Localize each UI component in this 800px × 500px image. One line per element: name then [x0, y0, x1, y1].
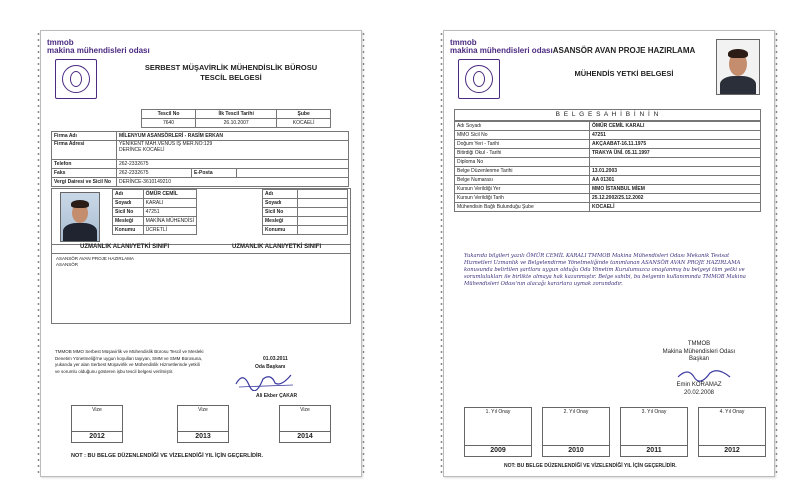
mmo-logo-icon — [458, 59, 500, 99]
authorization-certificate — [443, 30, 775, 477]
firm-address-line1: YENİKENT MAH.VENÜS İŞ MER.NO:129 — [119, 141, 213, 147]
holder-row-value: MMO İSTANBUL MİEM — [590, 185, 761, 194]
validity-note: NOT: BU BELGE DÜZENLENDİĞİ VE VİZELENDİĞİ YIL İÇİN GEÇERLİDİR. — [504, 463, 677, 469]
holder-row-label: Belge Düzenlenme Tarihi — [455, 167, 590, 176]
registration-table — [141, 109, 331, 128]
reg-value: 7640 — [142, 119, 196, 128]
sign-name: Emin KORAMAZ — [676, 382, 722, 388]
holder-row-value: KOCAELİ — [590, 203, 761, 212]
onay-box-3 — [620, 407, 688, 457]
engineer-photo — [60, 192, 100, 242]
org-logo-text — [47, 39, 150, 55]
eng-meslek-value: MAKİNA MÜHENDİSİ — [143, 217, 196, 226]
eng-sicil-label: Sicil No — [113, 208, 144, 217]
reg-header: İlk Tescil Tarihi — [196, 110, 277, 119]
engineer2-table — [262, 189, 348, 235]
eng-ad-value: ÖMÜR CEMİL — [143, 190, 196, 199]
title-line2: TESCİL BELGESİ — [200, 73, 262, 82]
holder-row-value: AKÇAABAT-16.11.1975 — [590, 140, 761, 149]
signature-icon — [231, 369, 301, 391]
email-label: E-Posta — [192, 169, 237, 178]
vize-label: Vize — [198, 407, 208, 413]
org-name-line1: tmmob — [450, 38, 477, 47]
sign-org: TMMOB — [687, 341, 711, 347]
onay-box-1 — [464, 407, 532, 457]
firm-name-value: MİLENYUM ASANSÖRLERİ - RASİM ERKAN — [117, 132, 349, 141]
eng2-soyad-label: Soyadı — [263, 199, 298, 208]
onay-label: 3. Yıl Onay — [641, 409, 667, 415]
holder-row-label: Bitirdiği Okul - Tarihi — [455, 149, 590, 158]
certificate-body-text: Yukarıda bilgileri yazılı ÖMÜR CEMİL KARALI TMMOB Makina Mühendisleri Odası Mekanik Tesisat Hizmetleri Uzmanlık ve Belgelendirme Yönetmeliğinde tanımlanan ASANSÖR AVAN PROJE HAZIRLAMA konusunda belirtilen şartlara uygun olduğu Oda Yönetim Kurulumuzca onaylanmış bu belgeyi tüm yetki ve sorumlulukları ile birlikte almaya hak kazanmıştır. Belge sahibi, bu belgenin kullanımında TMMOB Makina Mühendisleri Odası'nın alacağı kararlara uymak zorundadır. — [464, 253, 746, 287]
holder-row-label: Diploma No — [455, 158, 590, 167]
eng-soyad-value: KARALI — [143, 199, 196, 208]
fax-value: 262-2332675 — [117, 169, 192, 178]
firm-address-line2: DERİNCE KOCAELİ — [119, 147, 165, 153]
fax-label: Faks — [52, 169, 117, 178]
vize-label: Vize — [92, 407, 102, 413]
eng-soyad-label: Soyadı — [113, 199, 144, 208]
class-value-1b: ASANSÖR — [56, 262, 79, 267]
title-line2: MÜHENDİS YETKİ BELGESİ — [574, 69, 674, 78]
onay-year: 2010 — [542, 445, 610, 457]
sign-title: Oda Başkanı — [255, 364, 286, 370]
class-header-2: UZMANLIK ALANI/YETKİ SINIFI — [232, 244, 322, 250]
eng-sicil-value: 47251 — [143, 208, 196, 217]
reg-value: 26.10.2007 — [196, 119, 277, 128]
engineer-block — [51, 188, 351, 245]
vize-label: Vize — [300, 407, 310, 413]
reg-header: Şube — [277, 110, 331, 119]
eng2-konum-label: Konumu — [263, 226, 298, 235]
section-title: B E L G E S A H İ B İ N İ N — [454, 109, 761, 121]
onay-year: 2012 — [698, 445, 766, 457]
class-value-1a: ASANSÖR AVAN PROJE HAZIRLAMA — [56, 256, 134, 261]
holder-photo — [716, 39, 760, 95]
onay-year: 2009 — [464, 445, 532, 457]
firm-name-label: Firma Adı — [52, 132, 117, 141]
class-header-1: UZMANLIK ALANI/YETKİ SINIFI — [80, 244, 170, 250]
eng2-sicil-label: Sicil No — [263, 208, 298, 217]
eng-konum-label: Konumu — [113, 226, 144, 235]
onay-box-4 — [698, 407, 766, 457]
org-name-line2: makina mühendisleri odası — [47, 46, 150, 55]
onay-label: 2. Yıl Onay — [563, 409, 589, 415]
org-name-line1: tmmob — [47, 38, 74, 47]
firm-address-label: Firma Adresi — [52, 141, 117, 160]
certificate-title — [111, 63, 351, 83]
vize-box-3 — [279, 405, 331, 443]
vize-year: 2014 — [279, 431, 331, 443]
onay-year: 2011 — [620, 445, 688, 457]
sign-org2: Makina Mühendisleri Odası — [662, 348, 736, 355]
onay-label: 4. Yıl Onay — [719, 409, 745, 415]
org-logo-text — [450, 39, 553, 55]
vize-year: 2012 — [71, 431, 123, 443]
class-block — [51, 243, 351, 324]
holder-row-label: Kursun Verildiği Tarih — [455, 194, 590, 203]
sign-date: 01.03.2011 — [263, 356, 288, 362]
holder-row-label: Adı Soyadı — [455, 122, 590, 131]
tax-label: Vergi Dairesi ve Sicil No — [52, 178, 117, 187]
eng2-meslek-label: Mesleği — [263, 217, 298, 226]
tax-value: DERİNCE-3610149210 — [117, 178, 349, 187]
holder-row-value: 13.01.2003 — [590, 167, 761, 176]
holder-row-value: ÖMÜR CEMİL KARALI — [590, 122, 761, 131]
mmo-logo-icon — [55, 59, 97, 99]
email-value — [237, 169, 349, 178]
sign-date: 20.02.2008 — [683, 389, 715, 396]
onay-label: 1. Yıl Onay — [485, 409, 511, 415]
org-name-line2: makina mühendisleri odası — [450, 46, 553, 55]
holder-row-label: MMO Sicil No — [455, 131, 590, 140]
reg-value: KOCAELİ — [277, 119, 331, 128]
vize-year: 2013 — [177, 431, 229, 443]
validity-note: NOT : BU BELGE DÜZENLENDİĞİ VE VİZELENDİĞİ YIL İÇİN GEÇERLİDİR. — [71, 453, 264, 459]
sign-title: Başkan — [688, 356, 709, 362]
holder-row-value: TRAKYA ÜNİ. 05.11.1997 — [590, 149, 761, 158]
sign-name: Ali Ekber ÇAKAR — [256, 393, 298, 399]
phone-label: Telefon — [52, 160, 117, 169]
eng-ad-label: Adı — [113, 190, 144, 199]
holder-row-label: Doğum Yeri - Tarihi — [455, 140, 590, 149]
firm-table — [51, 131, 349, 187]
holder-table — [454, 121, 761, 212]
signature-icon — [674, 365, 734, 383]
holder-row-label: Kursun Verildiği Yer — [455, 185, 590, 194]
title-line1: ASANSÖR AVAN PROJE HAZIRLAMA — [552, 46, 696, 55]
reg-header: Tescil No — [142, 110, 196, 119]
title-line1: SERBEST MÜŞAVİRLİK MÜHENDİSLİK BÜROSU — [144, 63, 318, 72]
eng-meslek-label: Mesleği — [113, 217, 144, 226]
holder-row-value — [590, 158, 761, 167]
holder-row-label: Belge Numarası — [455, 176, 590, 185]
eng-konum-value: ÜCRETLİ — [143, 226, 196, 235]
vize-box-2 — [177, 405, 229, 443]
vize-box-1 — [71, 405, 123, 443]
signature-block — [644, 341, 754, 364]
holder-row-label: Mühendisin Bağlı Bulunduğu Şube — [455, 203, 590, 212]
engineer-table — [112, 189, 197, 235]
holder-row-value: 25.12.2002/25.12.2002 — [590, 194, 761, 203]
onay-box-2 — [542, 407, 610, 457]
phone-value: 262-2332675 — [117, 160, 349, 169]
holder-row-value: 47251 — [590, 131, 761, 140]
footer-text: TMMOB MMO Serbest Müşavirlik ve Mühendislik Bürosu Tescil ve Mesleki Denetim Yönetmeliği'ne uygun koşulları taşıyan, SMM ve SMM Bürosuna, yukarıda yer alan Serbest Müşavirlik ve Mühendislik Hizmetlerinde yetkili ve sorumlu olduğunu gösteren işbu tescil belgesi verilmiştir. — [55, 349, 204, 374]
eng2-ad-label: Adı — [263, 190, 298, 199]
holder-row-value: AA 01301 — [590, 176, 761, 185]
registration-certificate — [40, 30, 362, 477]
